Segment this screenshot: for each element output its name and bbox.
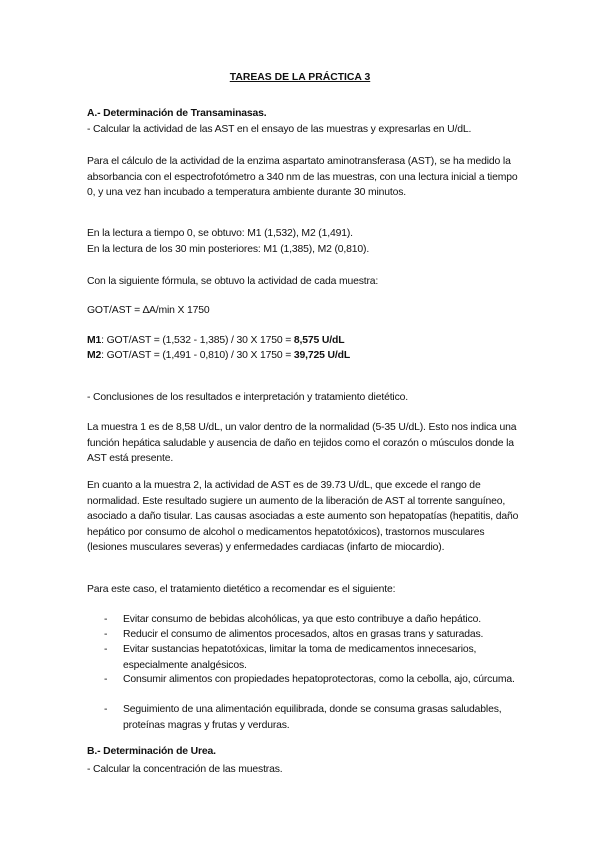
m2-result: 39,725 U/dL [293,350,351,361]
m2-label: M2 [87,350,102,361]
list-item-text: Reducir el consumo de alimentos procesados, altos en grasas trans y saturadas. [123,629,484,640]
reading-time-0: En la lectura a tiempo 0, se obtuvo: M1 (1,532), M2 (1,491). [87,228,353,239]
section-b-task-1: - Calcular la concentración de las muestras. [87,764,283,775]
m2-calculation [87,348,350,364]
page-title: TAREAS DE LA PRÁCTICA 3 [229,72,371,83]
list-item-text: Seguimiento de una alimentación equilibrada, donde se consuma grasas saludables, proteínas magras y frutas y verduras. [123,704,502,731]
treatment-intro: Para este caso, el tratamiento dietético a recomendar es el siguiente: [87,584,396,595]
list-item-text: Evitar sustancias hepatotóxicas, limitar la toma de medicamentos innecesarios, especialmente analgésicos. [123,644,477,671]
bullet-marker: - [104,674,108,685]
intro-paragraph: Para el cálculo de la actividad de la enzima aspartato aminotransferasa (AST), se ha medido la absorbancia con el espectrofotómetro a 340 nm de las muestras, con una lectura inicial a tiempo 0, y una vez han incubado a temperatura ambiente durante 30 minutos. [87,156,518,198]
conclusion-paragraph-2: En cuanto a la muestra 2, la actividad de AST es de 39.73 U/dL, que excede el rango de normalidad. Este resultado sugiere un aumento de la liberación de AST al torrente sanguíneo, asociado a daño tisular. Las causas asociadas a este aumento son hepatopatías (hepatitis, daño hepático por consumo de alcohol o medicamentos hepatotóxicos), trastornos musculares (lesiones musculares severas) y enfermedades cardiacas (infarto de miocardio). [87,480,519,553]
m1-formula: : GOT/AST = (1,532 - 1,385) / 30 X 1750 = [101,335,294,346]
m1-calculation [87,333,344,349]
m2-formula: : GOT/AST = (1,491 - 0,810) / 30 X 1750 = [101,350,294,361]
m1-label: M1 [87,335,102,346]
section-b-heading: B.- Determinación de Urea. [87,746,216,757]
reading-time-30: En la lectura de los 30 min posteriores: M1 (1,385), M2 (0,810). [87,244,370,255]
section-a-task-2: - Conclusiones de los resultados e interpretación y tratamiento dietético. [87,392,409,403]
list-item-text: Evitar consumo de bebidas alcohólicas, ya que esto contribuye a daño hepático. [123,614,481,625]
bullet-marker: - [104,704,108,715]
bullet-marker: - [104,644,108,655]
section-a-heading: A.- Determinación de Transaminasas. [87,108,267,119]
formula-intro: Con la siguiente fórmula, se obtuvo la actividad de cada muestra: [87,276,379,287]
conclusion-paragraph-1: La muestra 1 es de 8,58 U/dL, un valor dentro de la normalidad (5-35 U/dL). Esto nos indica una función hepática saludable y ausencia de daño en tejidos como el corazón o músculos donde la AST está presente. [87,422,517,464]
list-item-text: Consumir alimentos con propiedades hepatoprotectoras, como la cebolla, ajo, cúrcuma. [123,674,515,685]
bullet-marker: - [104,614,108,625]
section-a-task-1: - Calcular la actividad de las AST en el ensayo de las muestras y expresarlas en U/dL. [87,124,472,135]
bullet-marker: - [104,629,108,640]
m1-result: 8,575 U/dL [293,335,345,346]
formula: GOT/AST = ∆A/min X 1750 [87,305,210,316]
